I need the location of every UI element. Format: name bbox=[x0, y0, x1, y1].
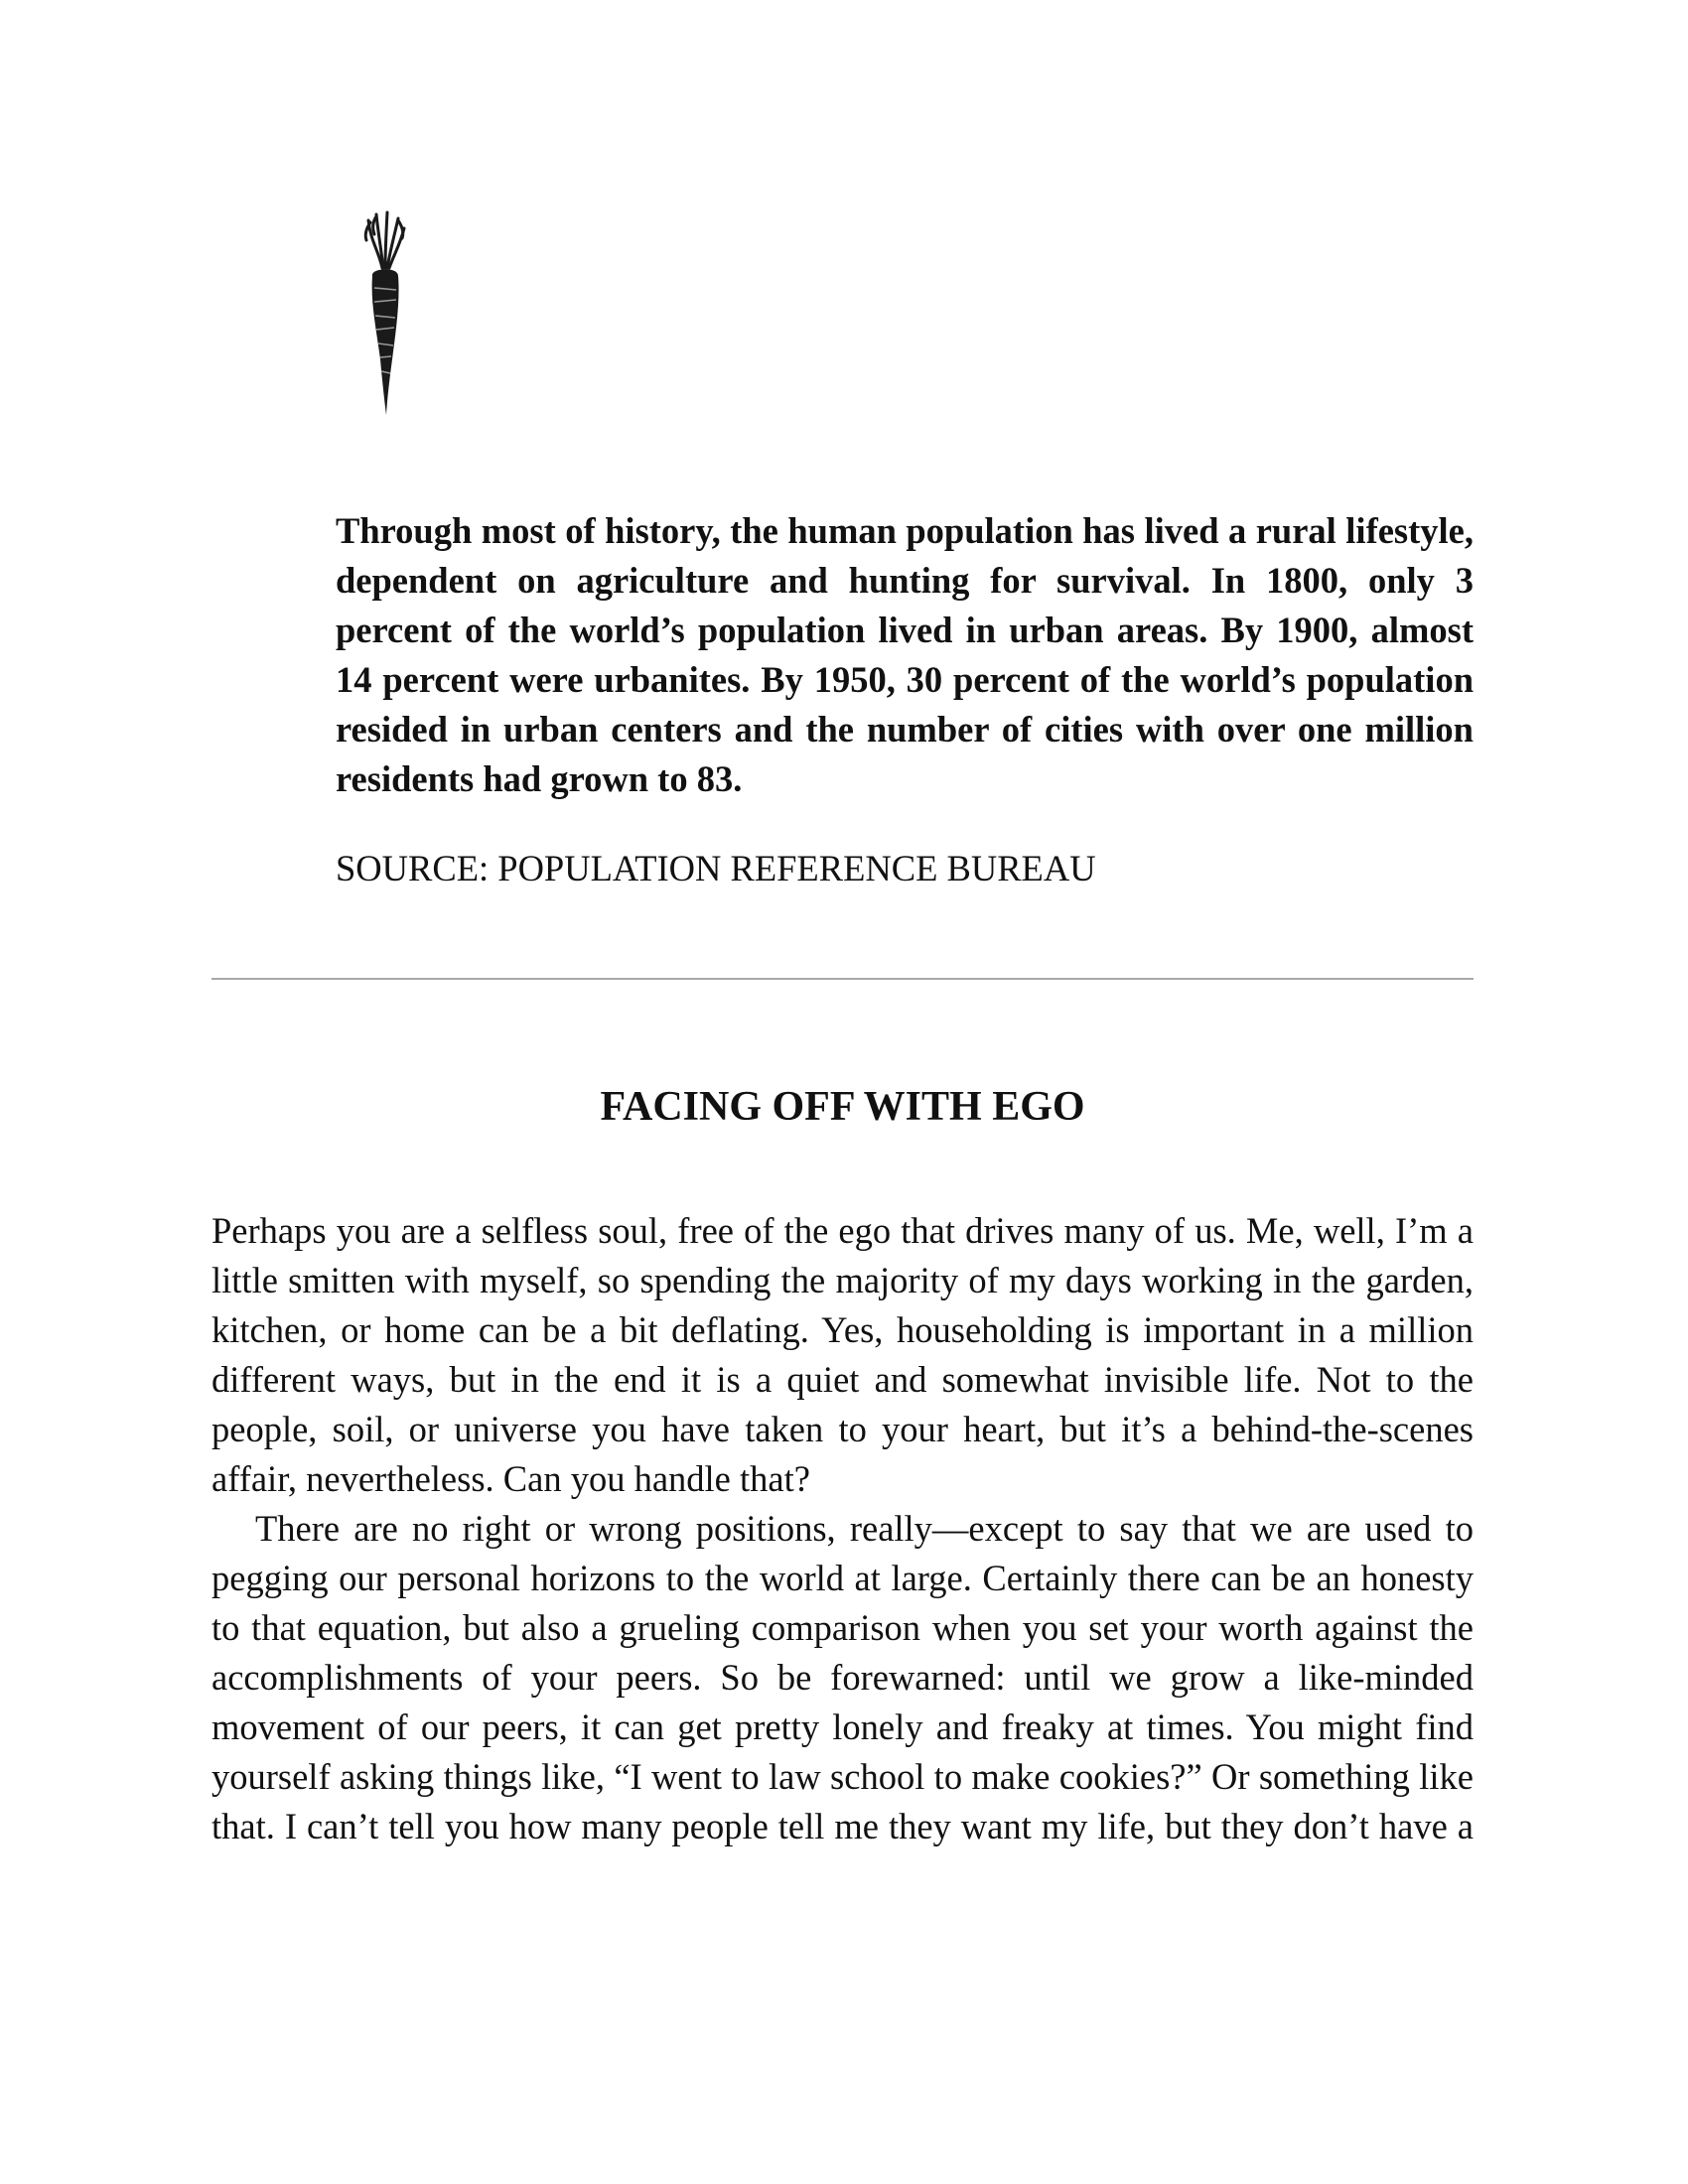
carrot-icon bbox=[352, 210, 418, 419]
section-divider bbox=[211, 978, 1474, 980]
sidebar-text: Through most of history, the human population has lived a rural lifestyle, dependent on agriculture and hunting for survival. In 1800, only 3 percent of the world’s population lived in urban areas. By 1900, almost 14 percent were urbanites. By 1950, 30 percent of the world’s population resided in urban centers and the number of cities with over one million residents had grown to 83. bbox=[336, 510, 1474, 799]
body-text bbox=[211, 1206, 1474, 1851]
section-heading: FACING OFF WITH EGO bbox=[600, 1084, 1085, 1130]
paragraph: Perhaps you are a selfless soul, free of the ego that drives many of us. Me, well, I’m a little smitten with myself, so spending the majority of my days working in the garden, kitchen, or home can be a bit deflating. Yes, householding is important in a million different ways, but in the end it is a quiet and somewhat invisible life. Not to the people, soil, or universe you have taken to your heart, but it’s a behind-the-scenes affair, nevertheless. Can you handle that? bbox=[211, 1210, 1474, 1499]
sidebar-source: SOURCE: POPULATION REFERENCE BUREAU bbox=[336, 848, 1096, 888]
statistic-sidebar bbox=[336, 506, 1474, 893]
paragraph: There are no right or wrong positions, really—except to say that we are used to pegging our personal horizons to the world at large. Certainly there can be an honesty to that equation, but also a grueling comparison when you set your worth against the accomplishments of your peers. So be forewarned: until we grow a like-minded movement of our peers, it can get pretty lonely and freaky at times. You might find yourself asking things like, “I went to law school to make cookies?” Or something like that. I can’t tell you how many people tell me they want my life, but they don’t have a bbox=[211, 1508, 1474, 1846]
